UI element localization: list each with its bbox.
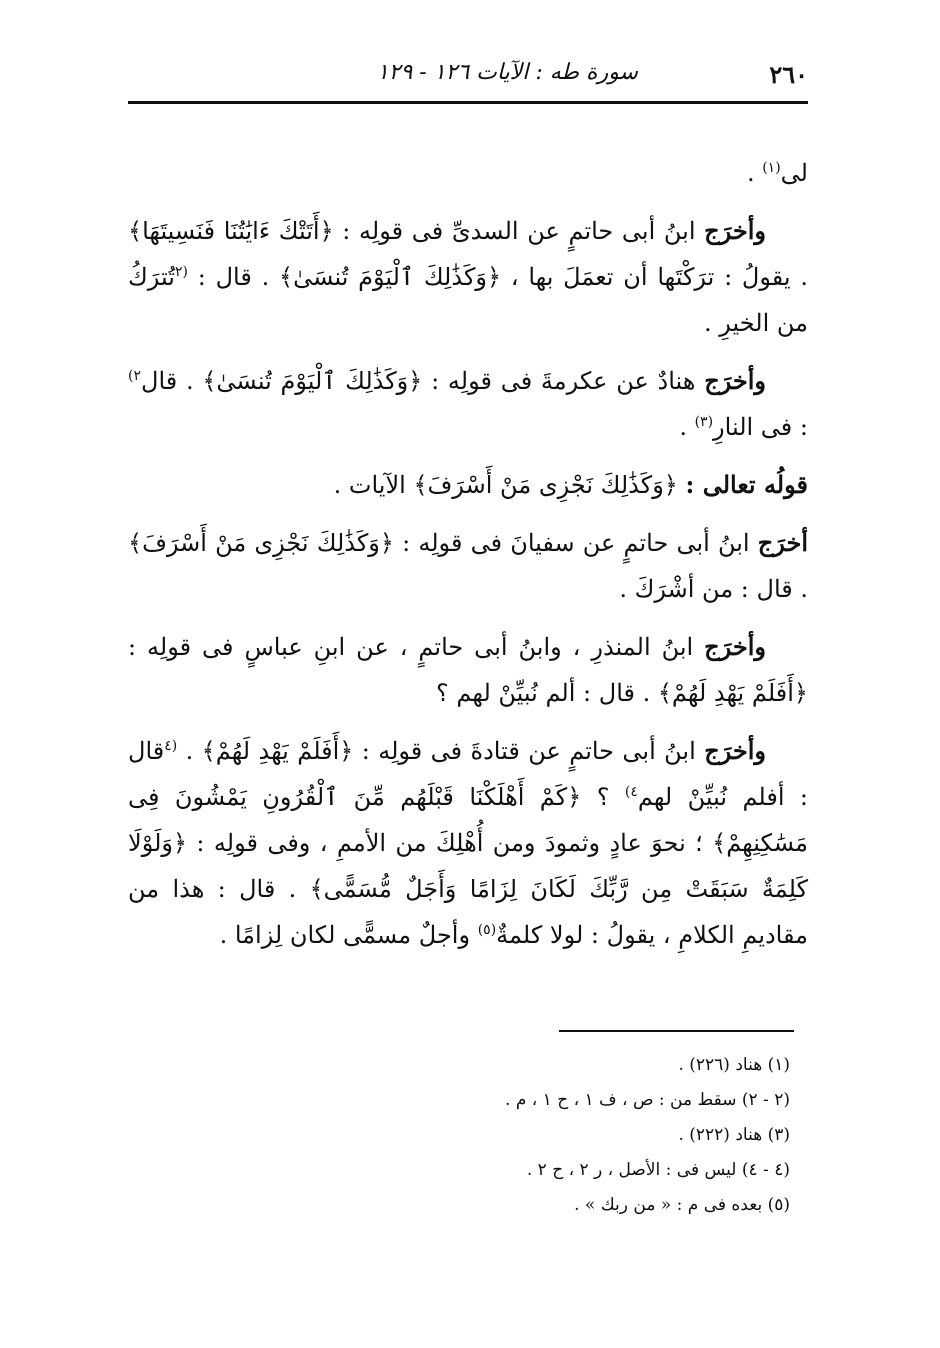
text-span: وأجلٌ مسمًّى لكان لِزامًا . <box>219 921 478 949</box>
text-span: . قال : <box>187 263 279 291</box>
footnote-ref: (٥) <box>477 922 497 938</box>
text-span: ابنُ المنذرِ ، وابنُ أبى حاتمٍ ، عن ابنِ عباسٍ فى قولِه : <box>128 633 705 661</box>
quran-quote: ﴿كَمْ أَهْلَكْنَا قَبْلَهُم مِّنَ ٱلْقُرُونِ يَمْشُونَ فِى مَسَٰكِنِهِمْ﴾ <box>128 783 808 857</box>
lead-word: وأخرَج <box>704 632 766 661</box>
paragraph-5 <box>128 624 808 716</box>
footnote-ref: ٤) <box>624 784 638 800</box>
text-span: . <box>177 737 202 765</box>
text-span: قال : أفلم نُبيِّنْ لهم <box>128 737 809 811</box>
paragraph-3 <box>128 462 808 508</box>
quran-quote: ﴿وَلَوْلَا كَلِمَةٌ سَبَقَتْ مِن رَّبِّكَ لَكَانَ لِزَامًا وَأَجَلٌ مُّسَمًّى﴾ <box>128 829 808 903</box>
text-span: . يقولُ : ترَكْتَها أن تعمَلَ بها ، <box>501 263 808 291</box>
paragraph-1 <box>128 208 808 346</box>
header-rule <box>128 101 808 104</box>
text-span: . <box>746 159 763 187</box>
text-span: ابنُ أبى حاتمٍ عن سفيانَ فى قولِه : <box>393 529 758 557</box>
footnote-ref: (٣) <box>694 414 714 430</box>
footnotes <box>128 1048 808 1223</box>
footnote-ref: (٤ <box>164 738 178 754</box>
quran-quote: ﴿أَفَلَمْ يَهْدِ لَهُمْ﴾ <box>657 679 808 707</box>
footnote-ref: (١) <box>762 160 781 176</box>
footnote-4: (٤ - ٤) ليس فى : الأصل ، ر ٢ ، ح ٢ . <box>526 1160 790 1180</box>
footnote-ref: ٢) <box>128 368 141 384</box>
text-span: هنادٌ عن عكرمةَ فى قولِه : <box>422 367 705 395</box>
quran-quote: ﴿أَتَتْكَ ءَايَٰتُنَا فَنَسِيتَهَا﴾ <box>128 217 334 245</box>
paragraph-6 <box>128 728 808 958</box>
text-span: . قال : هذا من مقاديمِ الكلامِ ، يقولُ : لولا كلمةٌ <box>128 875 808 949</box>
paragraph-4 <box>128 520 808 612</box>
footnote-1: (١) هناد (٢٢٦) . <box>678 1055 790 1075</box>
footnote-rule <box>559 1030 794 1032</box>
running-header <box>128 58 808 98</box>
lead-word: وأخرَج <box>704 736 767 765</box>
quran-quote: ﴿وَكَذَٰلِكَ نَجْزِى مَنْ أَسْرَفَ﴾ <box>413 471 686 499</box>
lead-word: وأخرَج <box>704 366 767 395</box>
page-number: ٢٦٠ <box>769 60 808 89</box>
text-span: . قال : ألم نُبيِّنْ لهم ؟ <box>436 679 658 707</box>
lead-word: أخرَج <box>757 528 809 557</box>
footnote-3: (٣) هناد (٢٢٢) . <box>678 1125 790 1145</box>
text-span: تُترَكُ من الخيرِ . <box>128 263 808 337</box>
text-span: : فى النارِ <box>713 413 808 441</box>
text-span: ابنُ أبى حاتمٍ عن قتادةَ فى قولِه : <box>353 737 705 765</box>
footnote-2: (٢ - ٢) سقط من : ص ، ف ١ ، ح ١ ، م . <box>505 1090 790 1110</box>
quran-quote: ﴿وَكَذَٰلِكَ ٱلْيَوْمَ تُنسَىٰ﴾ <box>279 263 502 291</box>
text-span: ابنُ أبى حاتمٍ عن السدىِّ فى قولِه : <box>333 217 705 245</box>
text-span: ؛ نحوَ عادٍ وثمودَ ومن أُهْلِكَ من الأممِ ، وفى قولِه : <box>187 829 713 857</box>
footnote-5: (٥) بعده فى م : « من ربك » . <box>574 1195 790 1215</box>
header-title: سورة طه : الآيات ١٢٦ - ١٢٩ <box>376 60 638 85</box>
quran-quote: ﴿وَكَذَٰلِكَ ٱلْيَوْمَ تُنسَىٰ﴾ <box>202 367 423 395</box>
paragraph-0 <box>128 150 808 196</box>
text-span: ؟ <box>581 783 625 811</box>
text-span: . قال <box>141 367 203 395</box>
lead-word: وأخرَج <box>704 216 766 245</box>
text-span: لى <box>780 159 808 187</box>
text-span: الآيات . <box>333 471 414 499</box>
section-heading: قولُه تعالى : <box>685 470 808 499</box>
quran-quote: ﴿أَفَلَمْ يَهْدِ لَهُمْ﴾ <box>201 737 354 765</box>
text-span: . <box>679 413 695 441</box>
quran-quote: ﴿وَكَذَٰلِكَ نَجْزِى مَنْ أَسْرَفَ﴾ <box>128 529 394 557</box>
footnote-ref: (٢ <box>174 264 188 280</box>
body-text <box>128 150 808 970</box>
paragraph-2 <box>128 358 808 450</box>
text-span: . قال : من أشْرَكَ . <box>619 575 808 603</box>
